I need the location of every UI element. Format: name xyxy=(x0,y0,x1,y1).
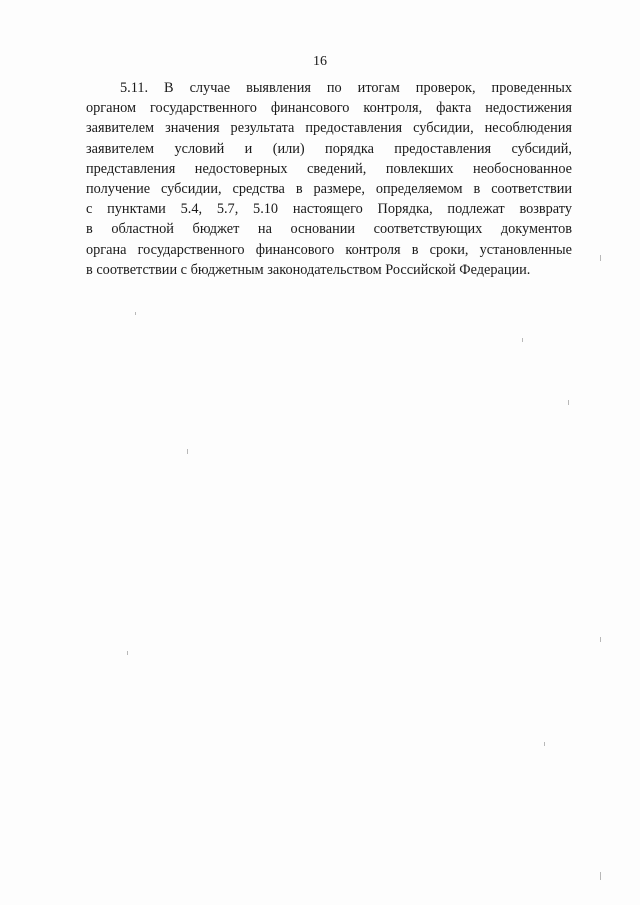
paragraph-5-11 xyxy=(86,78,572,280)
scan-speck xyxy=(568,400,569,405)
scan-speck xyxy=(135,312,136,315)
scan-speck xyxy=(600,255,601,261)
page-number: 16 xyxy=(313,54,327,69)
paragraph-line: заявителем условий и (или) порядка предоставления субсидий, xyxy=(86,140,572,157)
scan-speck xyxy=(187,449,188,454)
scan-speck xyxy=(127,651,128,655)
scan-speck xyxy=(600,637,601,642)
paragraph-line: в областной бюджет на основании соответствующих документов xyxy=(86,221,572,238)
scan-speck xyxy=(522,338,523,342)
paragraph-line: органа государственного финансового контроля в сроки, установленные xyxy=(86,241,572,258)
paragraph-line: заявителем значения результата предоставления субсидии, несоблюдения xyxy=(86,120,572,137)
scan-speck xyxy=(600,872,601,880)
paragraph-line: с пунктами 5.4, 5.7, 5.10 настоящего Порядка, подлежат возврату xyxy=(86,201,572,218)
paragraph-line: органом государственного финансового контроля, факта недостижения xyxy=(86,100,572,117)
scan-speck xyxy=(544,742,545,746)
paragraph-line: получение субсидии, средства в размере, определяемом в соответствии xyxy=(86,181,572,198)
paragraph-line: в соответствии с бюджетным законодательством Российской Федерации. xyxy=(86,261,531,278)
paragraph-line: 5.11. В случае выявления по итогам проверок, проведенных xyxy=(120,80,572,96)
paragraph-line: представления недостоверных сведений, повлекших необоснованное xyxy=(86,160,572,177)
